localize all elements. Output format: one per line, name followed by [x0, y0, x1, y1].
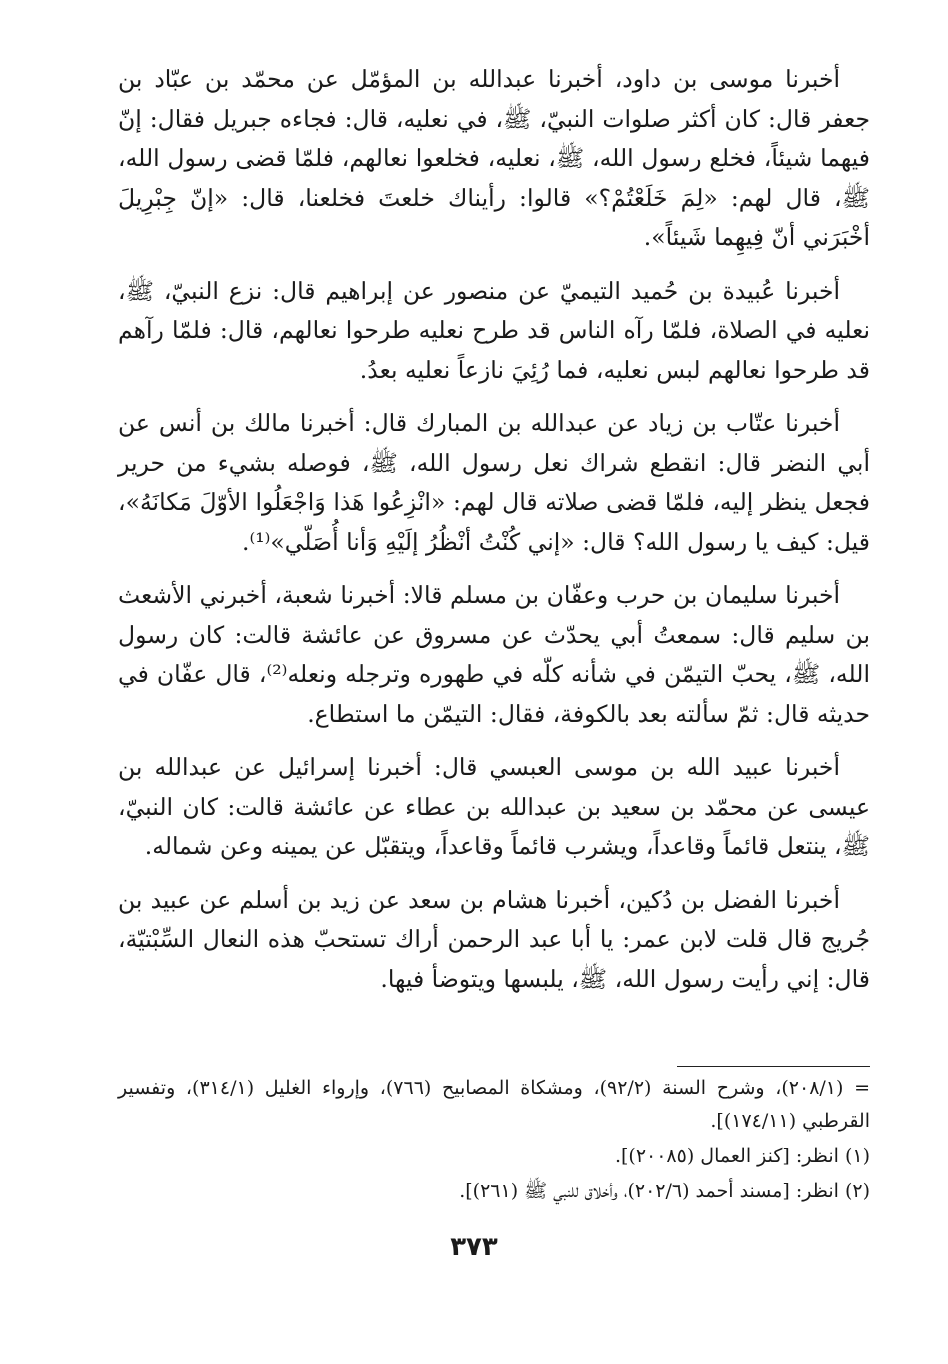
hadith-paragraph-2: أخبرنا عُبيدة بن حُميد التيميّ عن منصور عن إبراهيم قال: نزع النبيّ، ﷺ، نعليه في الصلاة، فلمّا رآه الناس قد طرح نعليه طرحوا نعالهم، قال: فلمّا رآهم قد طرحوا نعالهم لبس نعليه، فما رُئِيَ نازعاً نعليه بعدُ.: [118, 276, 870, 384]
footnote-continuation: = (٢٠٨/١)، وشرح السنة (٩٢/٢)، ومشكاة المصابيح (٧٦٦)، وإرواء الغليل (٣١٤/١)، وتفسير القرطبي (١٧٤/١١)].: [118, 1077, 871, 1132]
footnotes: [118, 1072, 870, 1210]
hadith-paragraph-4: أخبرنا سليمان بن حرب وعفّان بن مسلم قالا: أخبرنا شعبة، أخبرني الأشعث بن سليم قال: سمعتُ أبي يحدّث عن مسروق عن عائشة قالت: كان رسول الله، ﷺ، يحبّ التيمّن في شأنه كلّه في طهوره وترجله ونعله⁽²⁾، قال عفّان في حديثه قال: ثمّ سألته بعد بالكوفة، فقال: التيمّن ما استطاع.: [118, 581, 870, 728]
main-text: [118, 60, 870, 1013]
footnote-1: (١) انظر: [كنز العمال (٢٠٠٨٥)].: [614, 1145, 870, 1167]
hadith-paragraph-3: أخبرنا عتّاب بن زياد عن عبدالله بن المبارك قال: أخبرنا مالك بن أنس عن أبي النضر قال: انقطع شراك نعل رسول الله، ﷺ، فوصله بشيء من حرير فجعل ينظر إليه، فلمّا قضى صلاته قال لهم: «انْزِعُوا هَذا وَاجْعَلُوا الأوّلَ مَكانَهُ»، قيل: كيف يا رسول الله؟ قال: «إني كُنْتُ أنْظُرُ إلَيْهِ وَأنا أُصَلّي»⁽¹⁾.: [118, 409, 870, 556]
hadith-paragraph-1: أخبرنا موسى بن داود، أخبرنا عبدالله بن المؤمّل عن محمّد بن عبّاد بن جعفر قال: كان أكثر صلوات النبيّ، ﷺ، في نعليه، قال: فجاءه جبريل فقال: إنّ فيهما شيئاً، فخلع رسول الله، ﷺ، نعليه، فخلعوا نعالهم، فلمّا قضى رسول الله، ﷺ، قال لهم: «لِمَ خَلَعْتُمْ؟» قالوا: رأيناك خلعتَ فخلعنا، قال: «إنّ جِبْرِيلَ أخْبَرَني أنّ فِيهِما شَيئاً».: [118, 65, 870, 251]
footnote-divider: [677, 1066, 870, 1067]
page-number: ٣٧٣: [450, 1232, 498, 1262]
footnote-2: (٢) انظر: [مسند أحمد (٢٠٢/٦)، وأخلاق للنبي ﷺ (٢٦١)].: [459, 1180, 870, 1202]
hadith-paragraph-6: أخبرنا الفضل بن دُكين، أخبرنا هشام بن سعد عن زيد بن أسلم عن عبيد بن جُريج قال قلت لابن عمر: يا أبا عبد الرحمن أراك تستحبّ هذه النعال السِّبْتيّة، قال: إني رأيت رسول الله، ﷺ، يلبسها ويتوضأ فيها.: [118, 885, 870, 993]
hadith-paragraph-5: أخبرنا عبيد الله بن موسى العبسي قال: أخبرنا إسرائيل عن عبدالله بن عيسى عن محمّد بن سعيد بن عبدالله بن عطاء عن عائشة قالت: كان النبيّ، ﷺ، ينتعل قائماً وقاعداً، ويشرب قائماً وقاعداً، ويتقبّل عن يمينه وعن شماله.: [118, 753, 870, 860]
